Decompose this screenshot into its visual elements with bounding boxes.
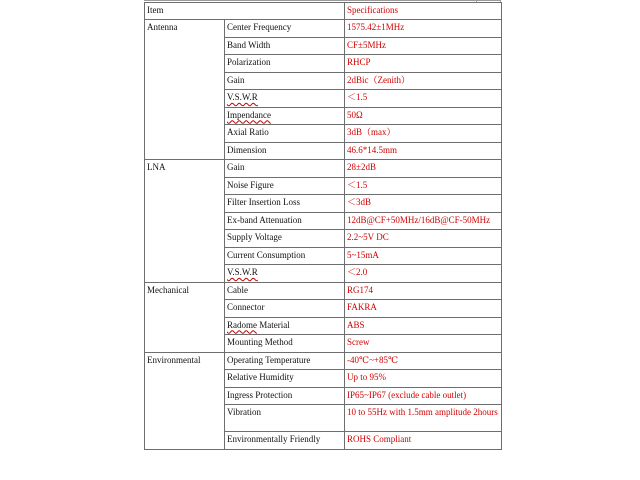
table-row	[145, 20, 502, 38]
value-cell: 1575.42±1MHz	[345, 20, 502, 38]
param-cell: Gain	[225, 160, 345, 178]
param-cell: Connector	[225, 300, 345, 318]
value-cell: FAKRA	[345, 300, 502, 318]
value-cell: Screw	[345, 335, 502, 353]
param-cell: Axial Ratio	[225, 125, 345, 143]
value-cell: 12dB@CF+50MHz/16dB@CF-50MHz	[345, 212, 502, 230]
param-cell: Center Frequency	[225, 20, 345, 38]
value-cell: 2.2~5V DC	[345, 230, 502, 248]
table-row	[145, 160, 502, 178]
value-cell: ABS	[345, 317, 502, 335]
value-cell: 10 to 55Hz with 1.5mm amplitude 2hours	[345, 405, 502, 432]
value-cell: 5~15mA	[345, 247, 502, 265]
param-cell: Polarization	[225, 55, 345, 73]
table-row	[145, 282, 502, 300]
value-cell: 3dB（max）	[345, 125, 502, 143]
category-cell: Antenna	[145, 20, 225, 160]
value-cell: 28±2dB	[345, 160, 502, 178]
value-cell: 46.6*14.5mm	[345, 142, 502, 160]
param-cell: V.S.W.R	[225, 265, 345, 283]
value-cell: Up to 95%	[345, 370, 502, 388]
category-cell: LNA	[145, 160, 225, 283]
param-cell: Ingress Protection	[225, 387, 345, 405]
param-cell: Ex-band Attenuation	[225, 212, 345, 230]
table-row	[145, 352, 502, 370]
param-cell: Vibration	[225, 405, 345, 432]
value-cell: ＜3dB	[345, 195, 502, 213]
param-cell: Filter Insertion Loss	[225, 195, 345, 213]
param-cell: Cable	[225, 282, 345, 300]
value-cell: ＜1.5	[345, 177, 502, 195]
value-cell: 50Ω	[345, 107, 502, 125]
header-specifications: Specifications	[345, 3, 502, 20]
param-cell: Environmentally Friendly	[225, 432, 345, 450]
value-cell: IP65~IP67 (exclude cable outlet)	[345, 387, 502, 405]
spec-table-body	[145, 3, 502, 450]
param-cell: Noise Figure	[225, 177, 345, 195]
param-cell: Dimension	[225, 142, 345, 160]
header-item: Item	[145, 3, 345, 20]
param-cell: Gain	[225, 72, 345, 90]
value-cell: 2dBic（Zenith）	[345, 72, 502, 90]
param-cell: Radome Material	[225, 317, 345, 335]
category-cell: Environmental	[145, 352, 225, 449]
value-cell: RHCP	[345, 55, 502, 73]
param-cell: Relative Humidity	[225, 370, 345, 388]
value-cell: ROHS Compliant	[345, 432, 502, 450]
value-cell: ＜1.5	[345, 90, 502, 108]
param-cell: Current Consumption	[225, 247, 345, 265]
param-cell: Band Width	[225, 37, 345, 55]
param-cell: Operating Temperature	[225, 352, 345, 370]
value-cell: -40℃~+85℃	[345, 352, 502, 370]
value-cell: ＜2.0	[345, 265, 502, 283]
param-cell: V.S.W.R	[225, 90, 345, 108]
param-cell: Supply Voltage	[225, 230, 345, 248]
header-row	[145, 3, 502, 20]
value-cell: RG174	[345, 282, 502, 300]
param-cell: Impendance	[225, 107, 345, 125]
param-cell: Mounting Method	[225, 335, 345, 353]
category-cell: Mechanical	[145, 282, 225, 352]
spec-table	[144, 2, 502, 450]
value-cell: CF±5MHz	[345, 37, 502, 55]
